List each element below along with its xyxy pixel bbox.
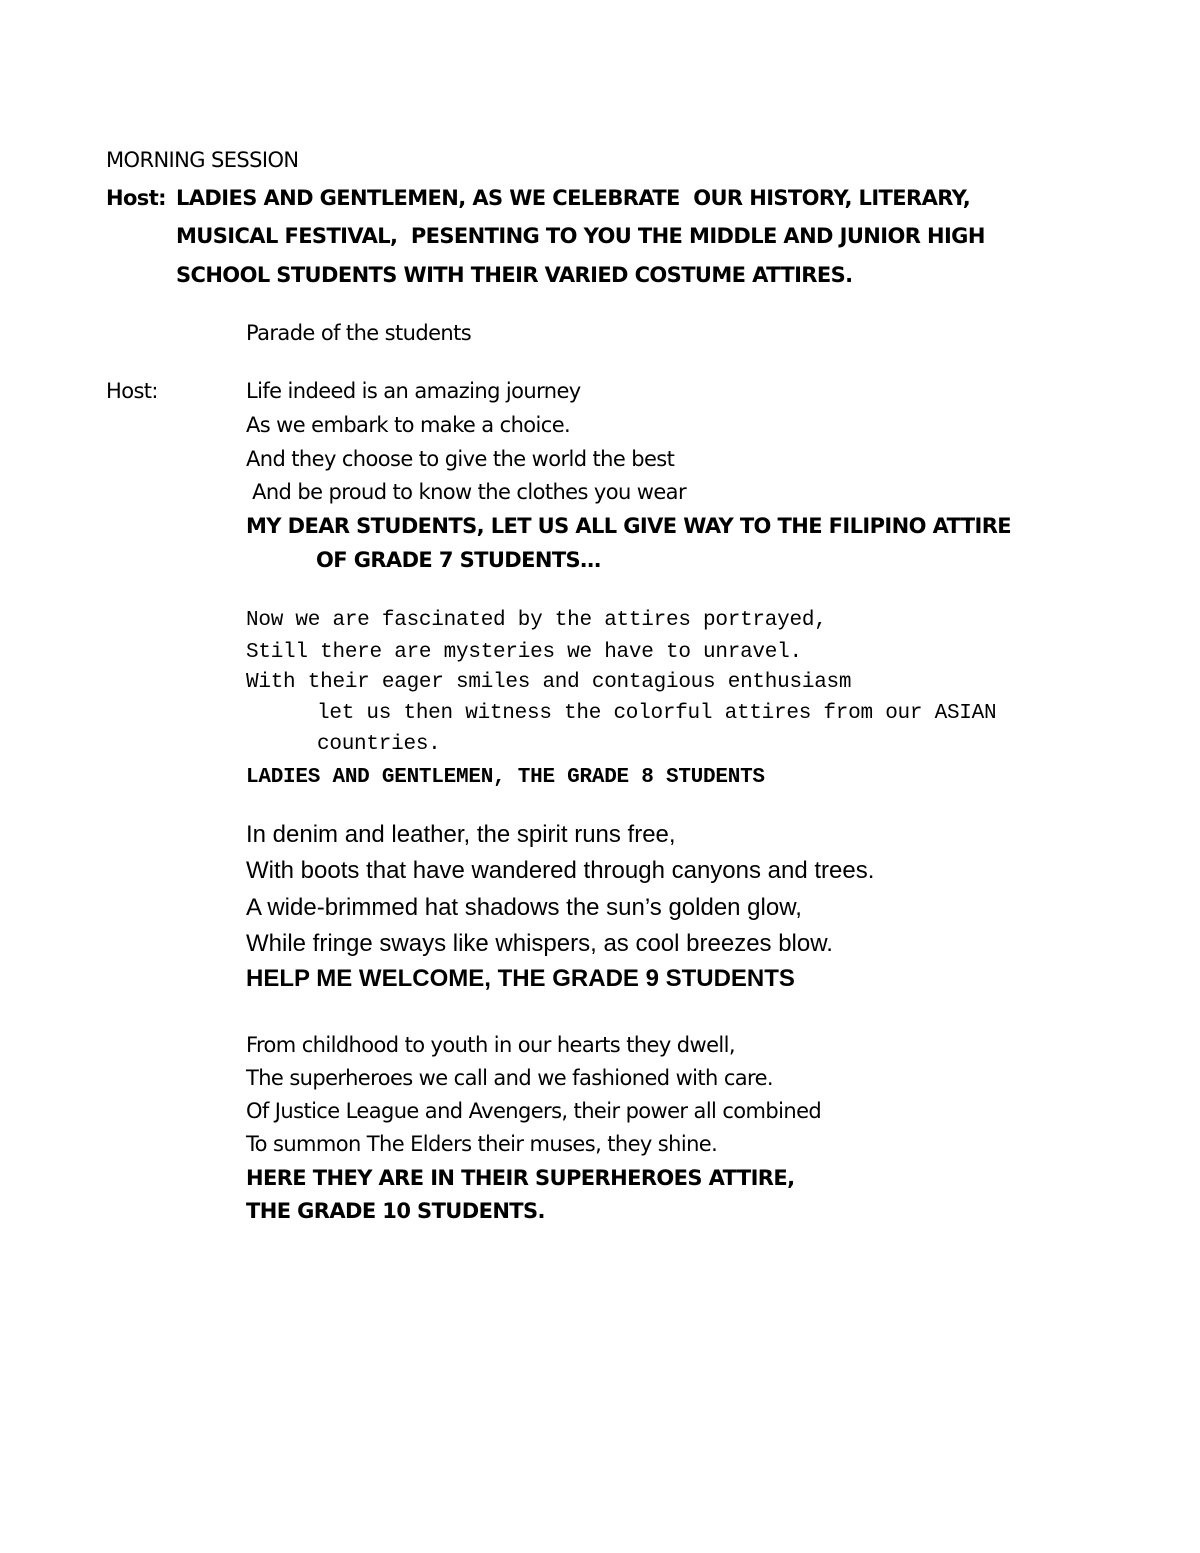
grade10-poem-line: From childhood to youth in our hearts they dwell,	[246, 1033, 735, 1057]
intro-line-2: MUSICAL FESTIVAL, PESENTING TO YOU THE MIDDLE AND JUNIOR HIGH	[176, 224, 985, 248]
intro-line-3: SCHOOL STUDENTS WITH THEIR VARIED COSTUME ATTIRES.	[176, 263, 853, 287]
grade10-call-line-1: HERE THEY ARE IN THEIR SUPERHEROES ATTIRE,	[246, 1166, 795, 1190]
grade10-call-line-2: THE GRADE 10 STUDENTS.	[246, 1199, 545, 1223]
grade7-poem-line: And be proud to know the clothes you wear	[246, 480, 686, 504]
grade9-poem-line: A wide-brimmed hat shadows the sun’s golden glow,	[246, 894, 802, 921]
grade10-poem-line: Of Justice League and Avengers, their power all combined	[246, 1099, 822, 1123]
grade10-poem-line: The superheroes we call and we fashioned with care.	[246, 1066, 774, 1090]
grade9-call-line: HELP ME WELCOME, THE GRADE 9 STUDENTS	[246, 965, 795, 992]
grade8-poem-line: Now we are fascinated by the attires portrayed,	[246, 609, 827, 632]
grade9-poem-line: While fringe sways like whispers, as cool breezes blow.	[246, 930, 833, 957]
parade-text: Parade of the students	[246, 321, 472, 345]
host-label-grade7: Host:	[106, 379, 158, 403]
grade10-poem-line: To summon The Elders their muses, they shine.	[246, 1132, 718, 1156]
session-title: MORNING SESSION	[106, 148, 299, 172]
grade7-call-line-1: MY DEAR STUDENTS, LET US ALL GIVE WAY TO THE FILIPINO ATTIRE	[246, 514, 1012, 538]
grade8-poem-line: countries.	[317, 733, 441, 756]
grade8-poem-line: With their eager smiles and contagious enthusiasm	[246, 671, 852, 694]
grade7-poem-line: Life indeed is an amazing journey	[246, 379, 581, 403]
intro-line-1: LADIES AND GENTLEMEN, AS WE CELEBRATE OUR HISTORY, LITERARY,	[176, 186, 971, 210]
grade8-call-line: LADIES AND GENTLEMEN, THE GRADE 8 STUDENTS	[246, 766, 765, 789]
grade7-poem-line: As we embark to make a choice.	[246, 413, 571, 437]
grade9-poem-line: With boots that have wandered through canyons and trees.	[246, 857, 875, 884]
grade7-call-line-2: OF GRADE 7 STUDENTS…	[316, 548, 601, 572]
grade8-poem-line: let us then witness the colorful attires from our ASIAN	[317, 702, 997, 725]
host-label-intro: Host:	[106, 186, 166, 210]
grade7-poem-line: And they choose to give the world the best	[246, 447, 675, 471]
grade9-poem-line: In denim and leather, the spirit runs free,	[246, 821, 676, 848]
grade8-poem-line: Still there are mysteries we have to unravel.	[246, 641, 802, 664]
